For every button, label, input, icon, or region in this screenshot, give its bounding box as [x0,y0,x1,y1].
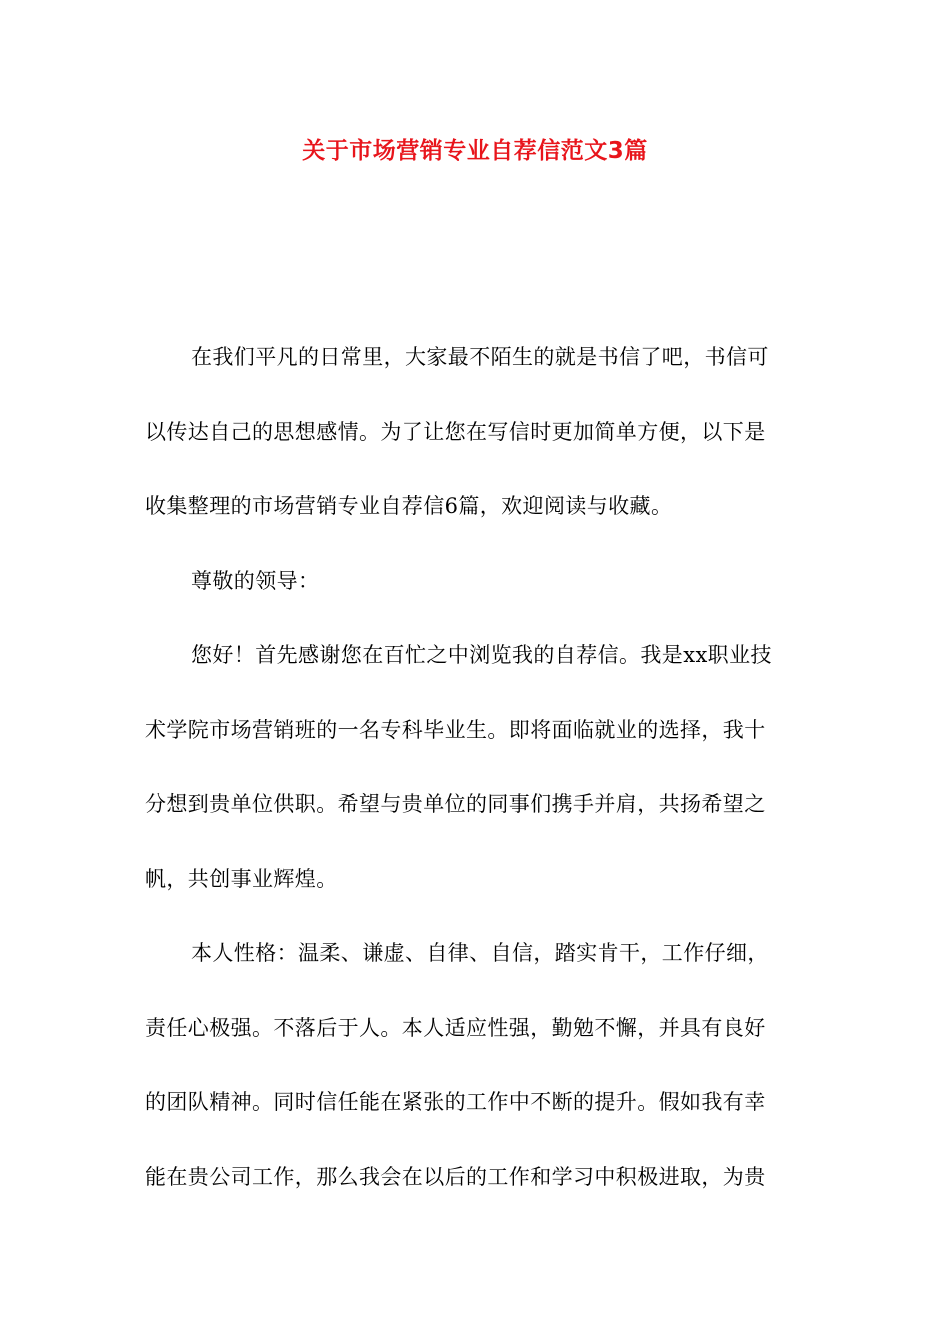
text-line: 责任心极强。不落后于人。本人适应性强，勤勉不懈，并具有良好 [145,1015,766,1040]
document-body [145,320,810,1214]
text-line: 以传达自己的思想感情。为了让您在写信时更加简单方便，以下是 [145,419,766,444]
text-line: 术学院市场营销班的一名专科毕业生。即将面临就业的选择，我十 [145,717,766,742]
text-line: 的团队精神。同时信任能在紧张的工作中不断的提升。假如我有幸 [145,1090,766,1114]
text-line: 分想到贵单位供职。希望与贵单位的同事们携手并肩，共扬希望之 [145,792,766,816]
text-line: 尊敬的领导： [191,568,320,593]
paragraph-intro [145,320,810,544]
paragraph-greeting [145,618,810,916]
text-line: 帆，共创事业辉煌。 [145,866,338,891]
text-line: 收集整理的市场营销专业自荐信6篇，欢迎阅读与收藏。 [145,494,673,518]
paragraph-salutation [145,544,810,619]
text-line: 在我们平凡的日常里，大家最不陌生的就是书信了吧，书信可 [191,345,769,369]
document-title: 关于市场营销专业自荐信范文3篇 [302,138,648,164]
text-line: 能在贵公司工作，那么我会在以后的工作和学习中积极进取，为贵 [145,1164,766,1189]
paragraph-personality [145,916,810,1214]
text-line: 本人性格：温柔、谦虚、自律、自信，踏实肯干，工作仔细， [191,941,769,965]
text-line: 您好！首先感谢您在百忙之中浏览我的自荐信。我是xx职业技 [191,643,772,667]
